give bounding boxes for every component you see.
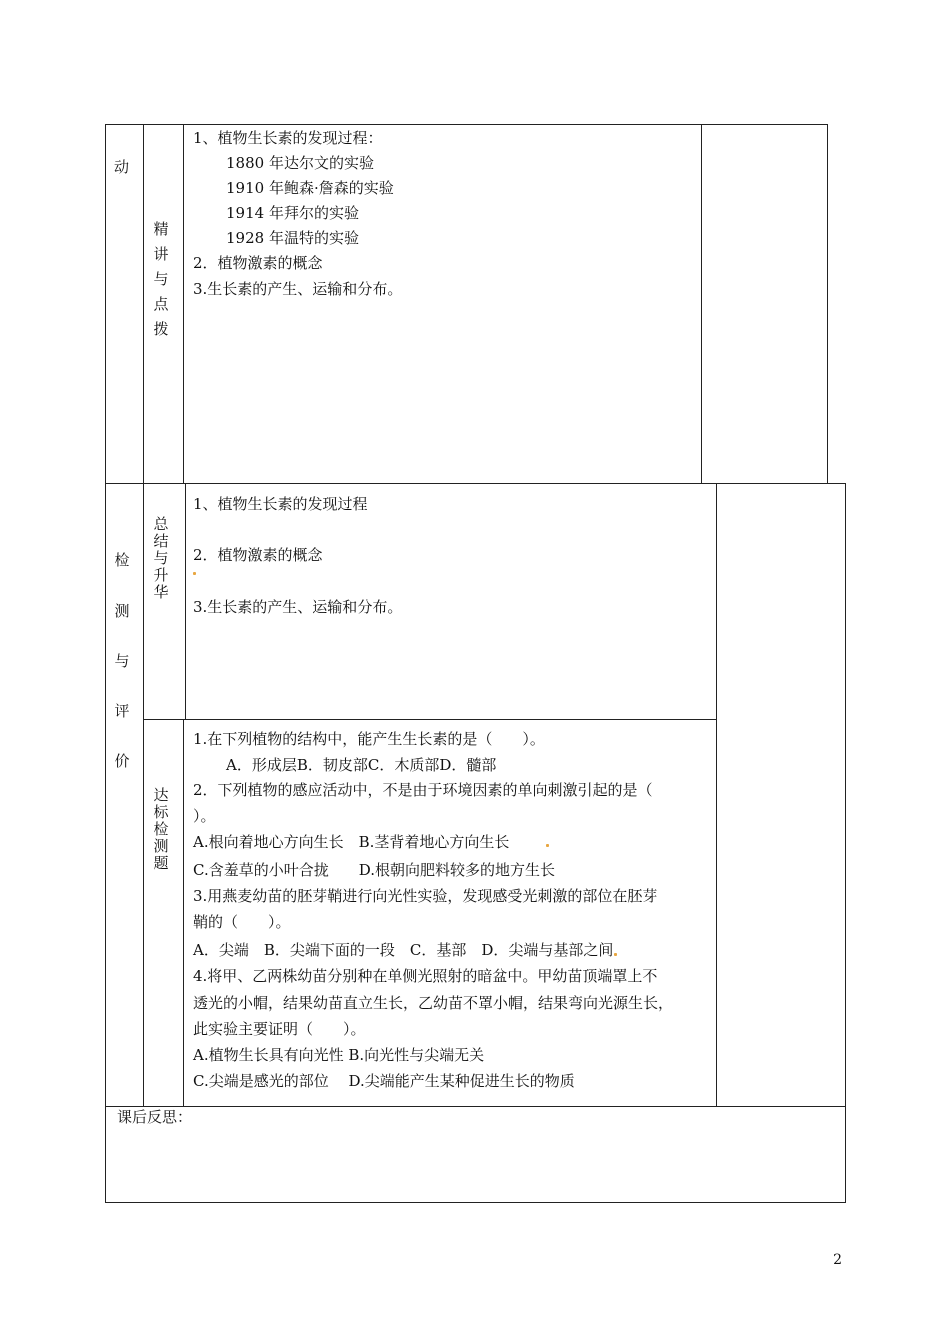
summary-vchar: 总	[153, 515, 169, 533]
s1-top-border	[105, 124, 828, 125]
question-line: 鞘的（ ）。	[193, 913, 291, 931]
test-vchar: 题	[153, 854, 169, 872]
s2-col-divider-2b	[183, 719, 184, 1106]
question-line: 透光的小帽，结果幼苗直立生长，乙幼苗不罩小帽，结果弯向光源生长，	[193, 994, 674, 1012]
s1-left-border	[105, 124, 106, 483]
summary-line: 2．植物激素的概念	[193, 546, 323, 564]
section1-vchar: 讲	[153, 245, 169, 263]
question-line: 4.将甲、乙两株幼苗分别种在单侧光照射的暗盆中。甲幼苗顶端罩上不	[193, 967, 658, 985]
question-line: 3.用燕麦幼苗的胚芽鞘进行向光性实验，发现感受光刺激的部位在胚芽	[193, 887, 658, 905]
summary-vchar: 结	[153, 532, 169, 550]
section1-vchar: 点	[153, 295, 169, 313]
section2-vchar: 与	[114, 652, 130, 670]
test-vchar: 检	[153, 820, 169, 838]
question-line: 1.在下列植物的结构中，能产生生长素的是（ ）。	[193, 730, 545, 748]
s2-col-divider-1	[143, 483, 144, 1106]
question-line: A.根向着地心方向生长 B.茎背着地心方向生长	[193, 833, 510, 851]
section1-vchar: 与	[153, 270, 169, 288]
summary-vchar: 华	[153, 583, 169, 601]
s1-col-divider-3	[701, 124, 702, 483]
s2-sub-divider	[143, 719, 716, 720]
mark-dot	[614, 953, 617, 956]
s2-top-border	[105, 483, 846, 484]
section1-line: 1910 年鲍森·詹森的实验	[226, 179, 394, 197]
question-line: C.尖端是感光的部位 D.尖端能产生某种促进生长的物质	[193, 1072, 575, 1090]
s2-left-border	[105, 483, 106, 1203]
section1-vchar: 精	[153, 220, 169, 238]
section1-line: 1、植物生长素的发现过程：	[193, 129, 383, 147]
question-line: A．尖端 B．尖端下面的一段 C．基部 D．尖端与基部之间	[193, 941, 614, 959]
question-line: 2．下列植物的感应活动中，不是由于环境因素的单向刺激引起的是（	[193, 781, 653, 799]
s2-col-divider-2	[185, 483, 186, 719]
question-line: C.含羞草的小叶合拢 D.根朝向肥料较多的地方生长	[193, 861, 555, 879]
section2-vchar: 价	[114, 752, 130, 770]
test-vchar: 测	[153, 837, 169, 855]
s1-col-divider-2	[183, 124, 184, 483]
section2-vchar: 测	[114, 602, 130, 620]
question-line: A.植物生长具有向光性 B.向光性与尖端无关	[193, 1046, 485, 1064]
page-number: 2	[833, 1252, 842, 1268]
s1-right-border	[827, 124, 828, 483]
summary-vchar: 升	[153, 566, 169, 584]
section2-vchar: 检	[114, 551, 130, 569]
section1-line: 1880 年达尔文的实验	[226, 154, 374, 172]
reflection-top-border	[105, 1106, 846, 1107]
question-line: A．形成层B．韧皮部C．木质部D．髓部	[226, 756, 497, 774]
mark-dot	[546, 844, 549, 847]
section1-vchar: 拨	[153, 320, 169, 338]
section1-label: 动	[114, 158, 130, 176]
s1-col-divider-1	[143, 124, 144, 483]
summary-line: 3.生长素的产生、运输和分布。	[193, 598, 403, 616]
section1-line: 1914 年拜尔的实验	[226, 204, 359, 222]
mark-dot	[193, 572, 196, 575]
test-vchar: 标	[153, 803, 169, 821]
s2-col-divider-3	[716, 483, 717, 1106]
section1-line: 1928 年温特的实验	[226, 229, 359, 247]
table-bottom-border	[105, 1202, 846, 1203]
summary-line: 1、植物生长素的发现过程	[193, 495, 368, 513]
section1-line: 2．植物激素的概念	[193, 254, 323, 272]
section2-vchar: 评	[114, 702, 130, 720]
test-vchar: 达	[153, 786, 169, 804]
section1-line: 3.生长素的产生、运输和分布。	[193, 280, 403, 298]
summary-vchar: 与	[153, 549, 169, 567]
reflection-label: 课后反思：	[117, 1108, 193, 1126]
question-line: 此实验主要证明（ ）。	[193, 1020, 366, 1038]
question-line: ）。	[193, 807, 216, 825]
s2-right-border	[845, 483, 846, 1203]
